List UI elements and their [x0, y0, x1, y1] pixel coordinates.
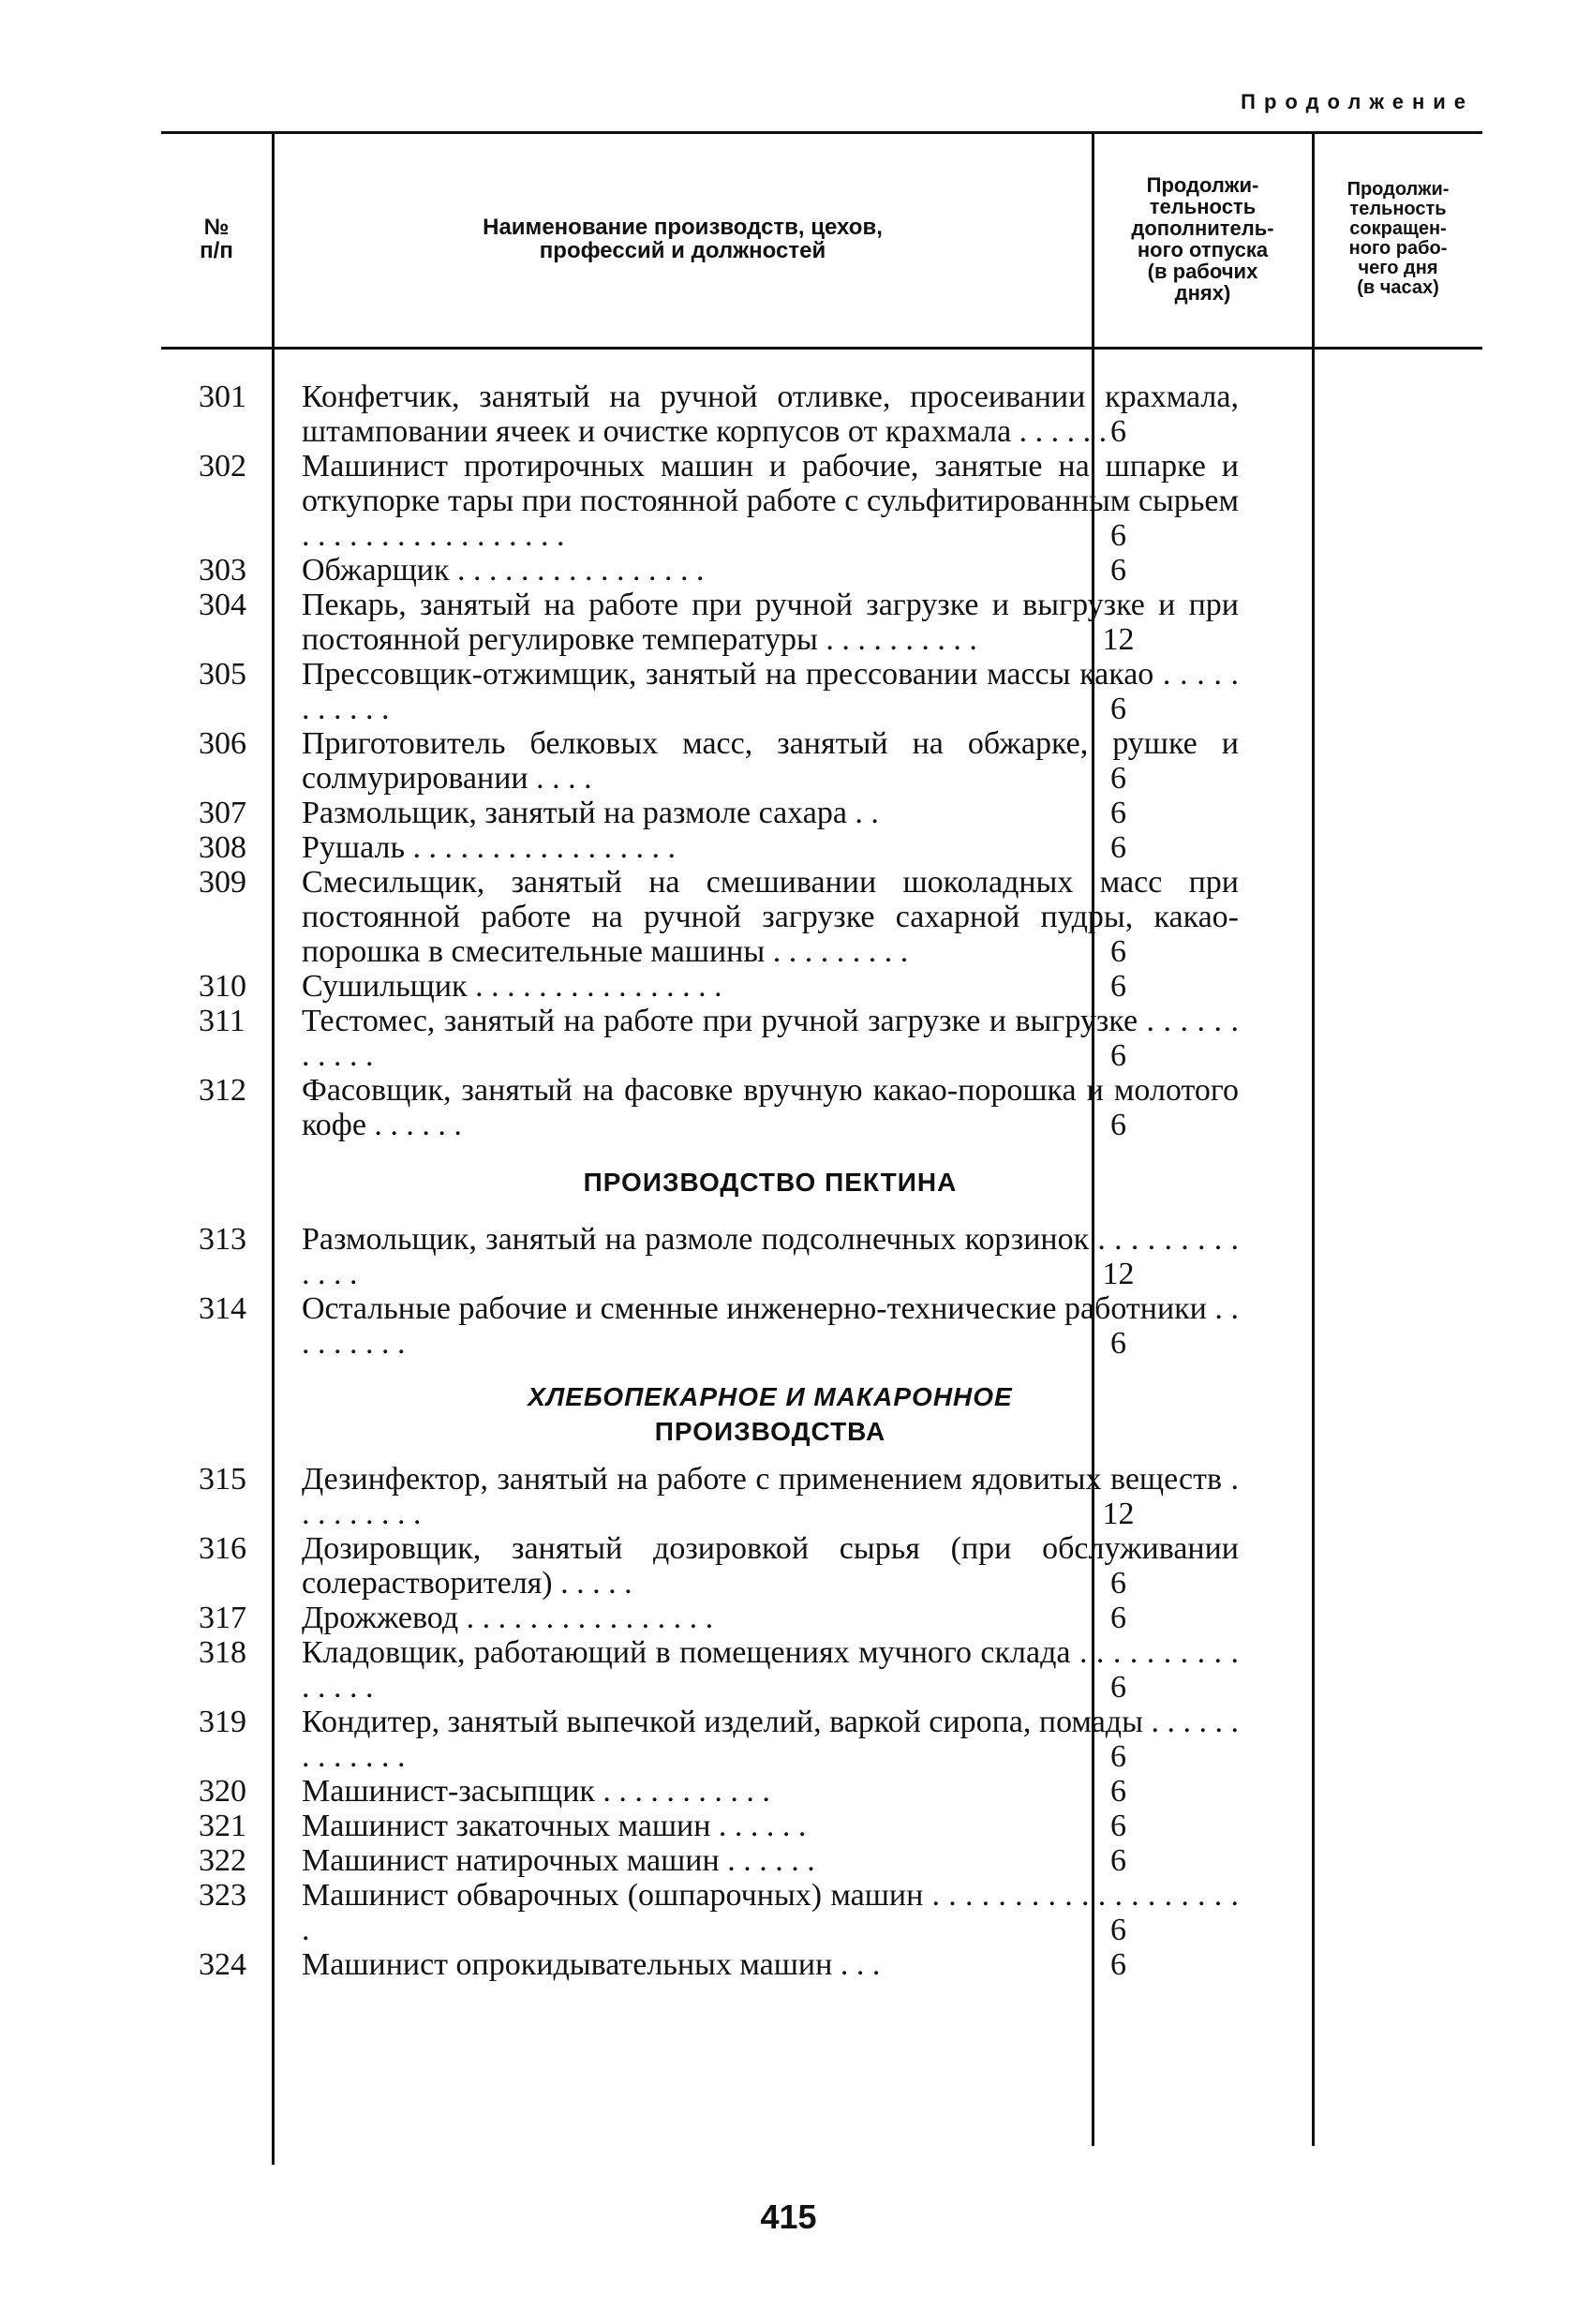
row-leave-days: 12 — [1102, 1257, 1135, 1291]
row-leave-days: 6 — [1110, 1108, 1126, 1142]
row-leave-days: 6 — [1110, 969, 1126, 1004]
row-profession: Размольщик, занятый на размоле сахара . . — [302, 796, 879, 830]
table-row — [161, 1809, 1482, 1843]
row-profession: Фасовщик, занятый на фасовке вручную какао-порошка и молотого кофе . . . . . . — [302, 1073, 1239, 1142]
row-number: 304 — [199, 588, 246, 622]
row-profession: Смесильщик, занятый на смешивании шоколадных масс при постоянной работе на ручной загрузке сахарной пудры, какао-порошка в смесительные машины . . . . . . . . . — [302, 865, 1239, 969]
row-number: 315 — [199, 1462, 246, 1497]
row-profession: Сушильщик . . . . . . . . . . . . . . . . — [302, 969, 722, 1004]
table-row — [161, 796, 1482, 830]
row-number: 322 — [199, 1843, 246, 1878]
row-profession: Рушаль . . . . . . . . . . . . . . . . . — [302, 830, 676, 865]
table-row — [161, 1073, 1482, 1142]
table-row — [161, 1291, 1482, 1361]
header-number: № п/п — [200, 214, 233, 263]
row-leave-days: 6 — [1110, 1566, 1126, 1601]
table-row — [161, 449, 1482, 553]
row-number: 316 — [199, 1531, 246, 1566]
table-row — [161, 1774, 1482, 1809]
row-number: 320 — [199, 1774, 246, 1809]
section-heading-bakery-1: ХЛЕБОПЕКАРНОЕ И МАКАРОННОЕ — [528, 1382, 1013, 1411]
row-leave-days: 6 — [1110, 934, 1126, 969]
row-number: 313 — [199, 1222, 246, 1257]
page-number: 415 — [760, 2197, 817, 2236]
row-group-pectin — [161, 1222, 1482, 1361]
table-row — [161, 1531, 1482, 1601]
row-leave-days: 6 — [1110, 414, 1126, 449]
table-row — [161, 1462, 1482, 1531]
row-group-bakery — [161, 1462, 1482, 1982]
row-profession: Тестомес, занятый на работе при ручной загрузке и выгрузке . . . . . . . . . . . — [302, 1004, 1239, 1073]
row-number: 302 — [199, 449, 246, 484]
header-short-day: Продолжи- тельность сокращен- ного рабо- чего дня (в часах) — [1346, 179, 1450, 298]
row-leave-days: 6 — [1110, 796, 1126, 830]
row-profession: Конфетчик, занятый на ручной отливке, просеивании крахмала, штамповании ячеек и очистке корпусов от крахмала . . . . . . — [302, 380, 1239, 449]
row-profession: Пекарь, занятый на работе при ручной загрузке и выгрузке и при постоянной регулировке температуры . . . . . . . . . . — [302, 588, 1239, 657]
row-profession: Дозировщик, занятый дозировкой сырья (при обслуживании солерастворителя) . . . . . — [302, 1531, 1239, 1601]
header-name: Наименование производств, цехов, профессий и должностей — [483, 214, 883, 263]
row-profession: Машинист натирочных машин . . . . . . — [302, 1843, 815, 1878]
row-profession: Машинист опрокидывательных машин . . . — [302, 1947, 881, 1982]
row-leave-days: 6 — [1110, 518, 1126, 553]
row-leave-days: 6 — [1110, 1670, 1126, 1705]
row-profession: Приготовитель белковых масс, занятый на обжарке, рушке и солмурировании . . . . — [302, 726, 1239, 796]
row-profession: Машинист протирочных машин и рабочие, занятые на шпарке и откупорке тары при постоянной работе с сульфитированным сырьем . . . . . . . . . . . . . . . . . — [302, 449, 1239, 553]
table-row — [161, 553, 1482, 588]
section-heading-pectin: ПРОИЗВОДСТВО ПЕКТИНА — [583, 1168, 958, 1197]
table-row — [161, 1878, 1482, 1947]
table-row — [161, 1947, 1482, 1982]
row-number: 324 — [199, 1947, 246, 1982]
row-leave-days: 6 — [1110, 1913, 1126, 1947]
row-leave-days: 6 — [1110, 1601, 1126, 1635]
table-row — [161, 657, 1482, 726]
table-row — [161, 1601, 1482, 1635]
table-row — [161, 588, 1482, 657]
row-profession: Кладовщик, работающий в помещениях мучного склада . . . . . . . . . . . . . . . — [302, 1635, 1239, 1705]
row-profession: Машинист закаточных машин . . . . . . — [302, 1809, 807, 1843]
header-extra-leave: Продолжи- тельность дополнитель- ного отпуска (в рабочих днях) — [1131, 172, 1274, 305]
header-top-rule — [161, 131, 1482, 134]
row-leave-days: 6 — [1110, 1947, 1126, 1982]
row-profession: Размольщик, занятый на размоле подсолнечных корзинок . . . . . . . . . . . . . — [302, 1222, 1239, 1291]
row-number: 307 — [199, 796, 246, 830]
row-profession: Дрожжевод . . . . . . . . . . . . . . . . — [302, 1601, 714, 1635]
table-row — [161, 726, 1482, 796]
row-number: 317 — [199, 1601, 246, 1635]
row-number: 314 — [199, 1291, 246, 1326]
row-leave-days: 6 — [1110, 1843, 1126, 1878]
row-number: 321 — [199, 1809, 246, 1843]
row-profession: Кондитер, занятый выпечкой изделий, варкой сиропа, помады . . . . . . . . . . . . . — [302, 1705, 1239, 1774]
table-row — [161, 830, 1482, 865]
row-leave-days: 12 — [1102, 622, 1135, 657]
table-row — [161, 1004, 1482, 1073]
table-row — [161, 1843, 1482, 1878]
row-number: 305 — [199, 657, 246, 692]
row-leave-days: 12 — [1102, 1497, 1135, 1531]
row-number: 306 — [199, 726, 246, 761]
row-leave-days: 6 — [1110, 830, 1126, 865]
row-leave-days: 6 — [1110, 761, 1126, 796]
table-row — [161, 1705, 1482, 1774]
row-profession: Обжарщик . . . . . . . . . . . . . . . . — [302, 553, 705, 588]
table-row — [161, 1635, 1482, 1705]
row-number: 310 — [199, 969, 246, 1004]
row-profession: Машинист-засыпщик . . . . . . . . . . . — [302, 1774, 770, 1809]
row-number: 308 — [199, 830, 246, 865]
row-leave-days: 6 — [1110, 1739, 1126, 1774]
row-leave-days: 6 — [1110, 1326, 1126, 1361]
row-profession: Остальные рабочие и сменные инженерно-технические работники . . . . . . . . . — [302, 1291, 1239, 1361]
row-number: 323 — [199, 1878, 246, 1913]
row-number: 318 — [199, 1635, 246, 1670]
row-leave-days: 6 — [1110, 692, 1126, 726]
continuation-label: Продолжение — [1241, 90, 1474, 113]
section-heading-bakery-2: ПРОИЗВОДСТВА — [654, 1417, 886, 1446]
row-profession: Прессовщик-отжимщик, занятый на прессовании массы какао . . . . . . . . . . . — [302, 657, 1239, 726]
row-number: 319 — [199, 1705, 246, 1739]
row-number: 312 — [199, 1073, 246, 1108]
row-number: 309 — [199, 865, 246, 900]
header-bottom-rule — [161, 347, 1482, 350]
row-number: 301 — [199, 380, 246, 414]
row-leave-days: 6 — [1110, 1809, 1126, 1843]
table-row — [161, 865, 1482, 969]
table-row — [161, 1222, 1482, 1291]
row-leave-days: 6 — [1110, 1038, 1126, 1073]
row-profession: Машинист обварочных (ошпарочных) машин . . . . . . . . . . . . . . . . . . . . — [302, 1878, 1239, 1947]
row-number: 311 — [199, 1004, 245, 1038]
table-row — [161, 969, 1482, 1004]
row-number: 303 — [199, 553, 246, 588]
row-leave-days: 6 — [1110, 553, 1126, 588]
table-body — [161, 380, 1482, 1982]
table-row — [161, 380, 1482, 449]
row-leave-days: 6 — [1110, 1774, 1126, 1809]
row-profession: Дезинфектор, занятый на работе с применением ядовитых веществ . . . . . . . . . — [302, 1462, 1239, 1531]
row-group-confectionery — [161, 380, 1482, 1142]
